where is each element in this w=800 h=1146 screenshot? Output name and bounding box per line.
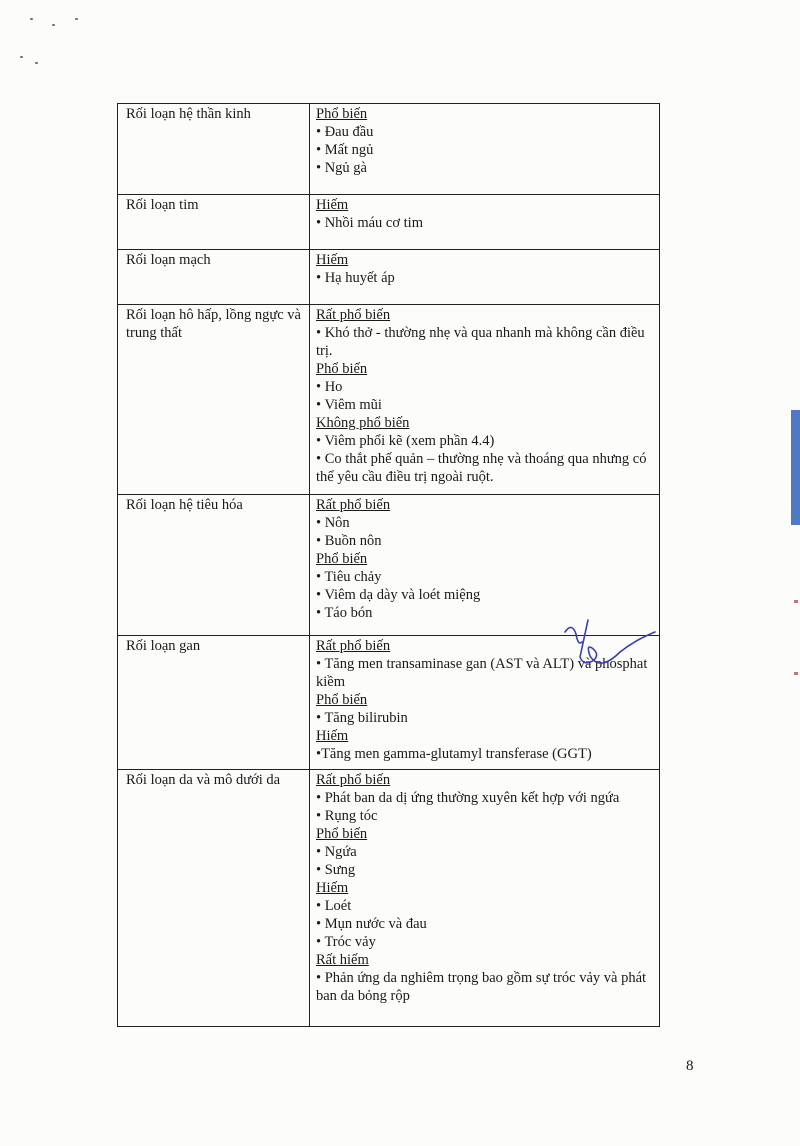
scan-speck [52,24,55,26]
scan-edge-mark [791,410,800,525]
scan-stain [794,672,798,675]
effects-cell [310,104,659,194]
signature-mark [560,612,660,682]
scan-speck [30,18,33,20]
effect-item: • Phản ứng da nghiêm trọng bao gồm sự tróc vảy và phát ban da bỏng rộp [316,970,647,1004]
frequency-label: Phổ biến [316,361,368,377]
effect-item: • Nôn [316,515,350,531]
effect-item: • Ngứa [316,844,357,860]
table-row [118,104,659,195]
effects-cell [310,305,659,494]
frequency-label: Rất phổ biến [316,497,391,513]
frequency-label: Phổ biến [316,551,368,567]
organ-class-cell: Rối loạn hệ tiêu hóa [118,495,310,635]
table-row [118,195,659,250]
frequency-label: Phổ biến [316,826,368,842]
effect-item: • Tróc vảy [316,934,376,950]
scan-stain [794,600,798,603]
organ-class-cell: Rối loạn hệ thần kinh [118,104,310,194]
frequency-label: Phổ biến [316,106,368,122]
page-number: 8 [686,1058,694,1074]
organ-class-cell: Rối loạn tim [118,195,310,249]
organ-class-cell: Rối loạn hô hấp, lồng ngực và trung thất [118,305,310,494]
effect-item: • Ngủ gà [316,160,367,176]
organ-class-cell: Rối loạn mạch [118,250,310,304]
effect-item: • Mất ngủ [316,142,374,158]
frequency-label: Rất phổ biến [316,307,391,323]
effect-item: • Co thắt phế quản – thường nhẹ và thoáng qua nhưng có thể yêu cầu điều trị ngoài ruột. [316,451,647,485]
frequency-label: Hiếm [316,252,349,268]
organ-class-cell: Rối loạn da và mô dưới da [118,770,310,1026]
frequency-label: Hiếm [316,728,349,744]
frequency-label: Hiếm [316,880,349,896]
frequency-label: Hiếm [316,197,349,213]
scan-speck [35,62,38,64]
effect-item: • Nhồi máu cơ tim [316,215,423,231]
effect-item: • Khó thở - thường nhẹ và qua nhanh mà không cần điều trị. [316,325,645,359]
effect-item: • Rụng tóc [316,808,378,824]
effect-item: • Viêm phổi kẽ (xem phần 4.4) [316,433,495,449]
effect-item: •Tăng men gamma-glutamyl transferase (GGT) [316,746,592,762]
frequency-label: Rất phổ biến [316,638,391,654]
effect-item: • Phát ban da dị ứng thường xuyên kết hợp với ngứa [316,790,620,806]
effect-item: • Viêm mũi [316,397,382,413]
effect-item: • Ho [316,379,343,395]
scan-speck [75,18,78,20]
table-row [118,305,659,495]
effect-item: • Tăng men transaminase gan (AST và ALT) và phosphat kiềm [316,656,648,690]
scan-speck [20,56,23,58]
adverse-effects-table [117,103,660,1027]
effect-item: • Đau đầu [316,124,374,140]
effect-item: • Sưng [316,862,356,878]
effect-item: • Tiêu chảy [316,569,382,585]
organ-class-cell: Rối loạn gan [118,636,310,769]
effect-item: • Táo bón [316,605,373,621]
effect-item: • Loét [316,898,352,914]
effect-item: • Mụn nước và đau [316,916,427,932]
effect-item: • Viêm dạ dày và loét miệng [316,587,481,603]
frequency-label: Rất phổ biến [316,772,391,788]
effects-cell [310,770,659,1026]
effects-cell [310,250,659,304]
frequency-label: Không phổ biến [316,415,410,431]
table-row [118,770,659,1026]
effects-cell [310,195,659,249]
effect-item: • Hạ huyết áp [316,270,395,286]
effect-item: • Buồn nôn [316,533,382,549]
frequency-label: Rất hiếm [316,952,369,968]
effect-item: • Tăng bilirubin [316,710,408,726]
table-row [118,250,659,305]
frequency-label: Phổ biến [316,692,368,708]
